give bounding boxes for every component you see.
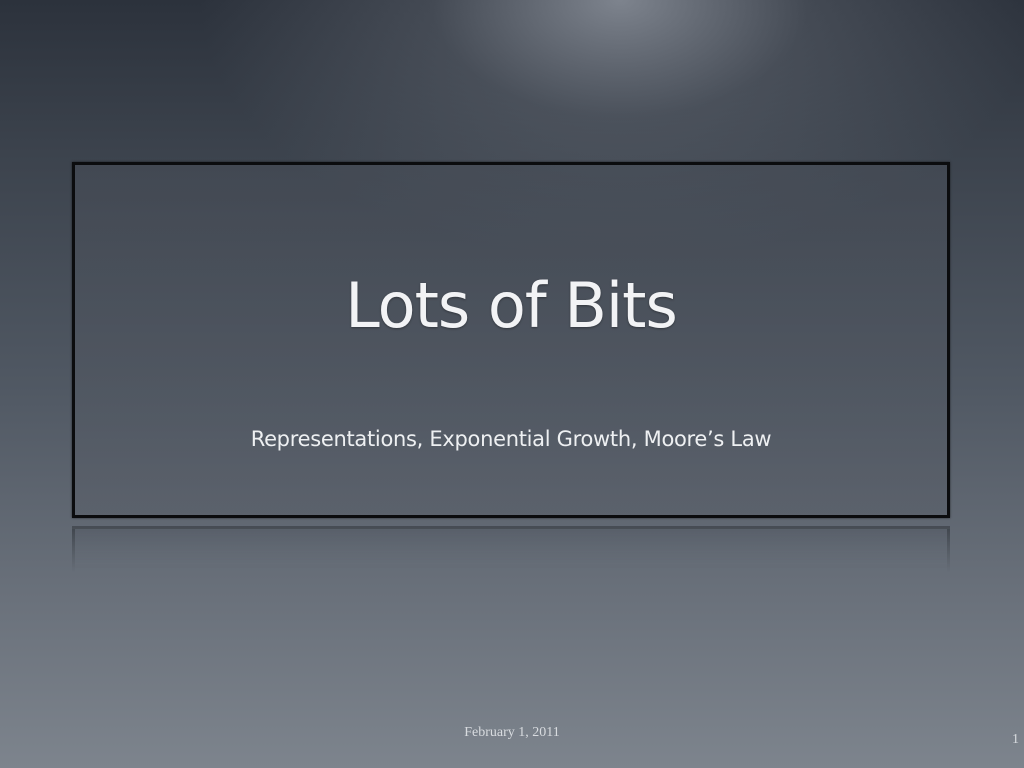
footer-date: February 1, 2011 [464,725,560,740]
title-placeholder-box [72,162,950,518]
title-box-reflection [72,526,950,572]
slide-title: Lots of Bits [345,269,677,342]
slide-number: 1 [1012,732,1019,747]
slide-subtitle: Representations, Exponential Growth, Moore’s Law [250,427,772,451]
